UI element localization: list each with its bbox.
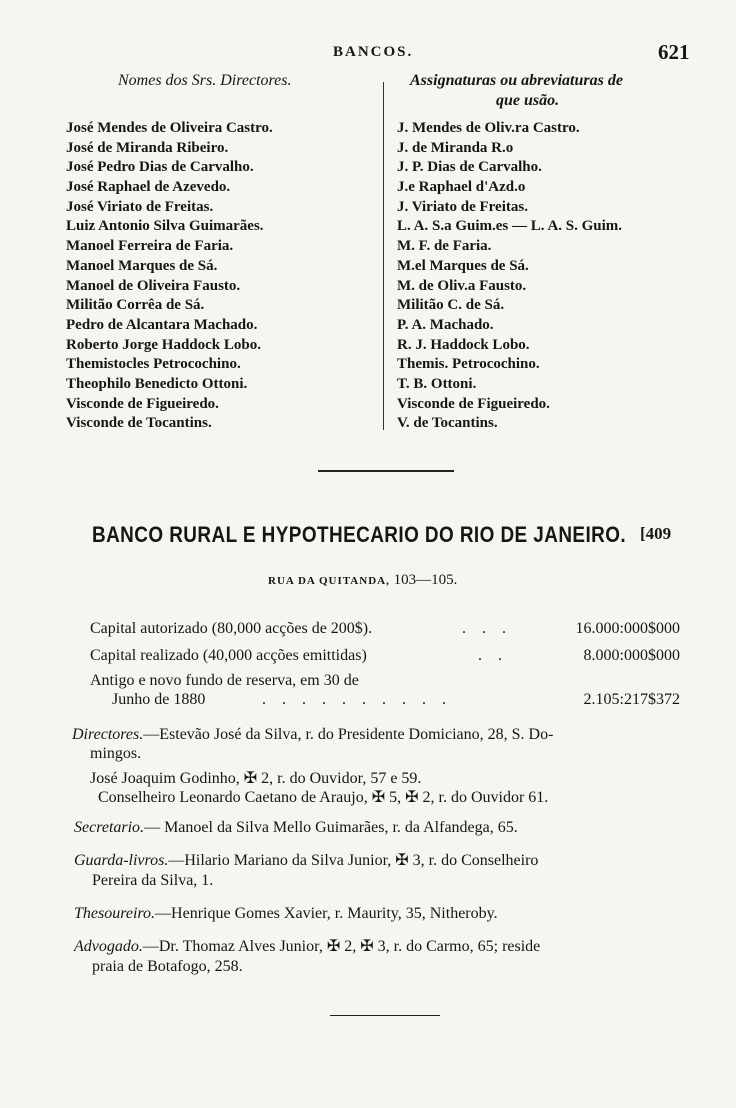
signature-abbrev: J. Viriato de Freitas. xyxy=(397,198,528,215)
director-godinho: José Joaquim Godinho, ✠ 2, r. do Ouvidor, 57 e 59. xyxy=(90,770,422,787)
bank-title: BANCO RURAL E HYPOTHECARIO DO RIO DE JANEIRO. xyxy=(92,522,627,547)
treasurer-text: —Henrique Gomes Xavier, r. Maurity, 35, Nitheroby. xyxy=(155,905,498,922)
signature-abbrev: Themis. Petrocochino. xyxy=(397,356,540,373)
capital-authorized-value: 16.000:000$000 xyxy=(575,620,680,637)
column-divider xyxy=(383,82,384,430)
director-name: Pedro de Alcantara Machado. xyxy=(66,316,258,333)
names-column-heading: Nomes dos Srs. Directores. xyxy=(118,72,292,89)
lawyer-entry-cont: praia de Botafogo, 258. xyxy=(92,958,243,975)
accountant-entry xyxy=(74,850,538,872)
director-name: José Raphael de Azevedo. xyxy=(66,179,231,196)
signature-abbrev: R. J. Haddock Lobo. xyxy=(397,336,530,353)
director-name: Manoel Ferreira de Faria. xyxy=(66,238,234,255)
capital-realized-value: 8.000:000$000 xyxy=(583,647,680,664)
director-name: Roberto Jorge Haddock Lobo. xyxy=(66,336,261,353)
accountant-entry-cont: Pereira da Silva, 1. xyxy=(92,872,214,889)
capital-authorized-row xyxy=(90,618,710,640)
leader-dots: . . xyxy=(478,647,508,664)
treasurer-entry xyxy=(74,903,498,925)
secretary-entry xyxy=(74,817,518,839)
director-name: José Mendes de Oliveira Castro. xyxy=(66,120,273,136)
signatures-column-heading-cont: que usão. xyxy=(496,92,560,109)
lawyer-text: —Dr. Thomaz Alves Junior, ✠ 2, ✠ 3, r. do Carmo, 65; reside xyxy=(142,938,541,955)
reserve-label-1: Antigo e novo fundo de reserva, em 30 de xyxy=(90,672,359,689)
signature-abbrev: P. A. Machado. xyxy=(397,316,494,333)
lawyer-entry xyxy=(74,936,540,958)
signature-abbrev: Visconde de Figueiredo. xyxy=(397,395,550,412)
directors-entry-cont: mingos. xyxy=(90,745,142,762)
directors-text: —Estevão José da Silva, r. do Presidente Domiciano, 28, S. Do- xyxy=(143,726,554,743)
director-name: Themistocles Petrocochino. xyxy=(66,356,241,373)
lawyer-role: Advogado. xyxy=(74,938,143,955)
director-name: José de Miranda Ribeiro. xyxy=(66,139,229,156)
accountant-text: —Hilario Mariano da Silva Junior, ✠ 3, r. do Conselheiro xyxy=(168,852,539,869)
capital-realized-row xyxy=(90,645,710,667)
signature-abbrev: M. de Oliv.a Fausto. xyxy=(397,277,527,294)
secretary-text: — Manoel da Silva Mello Guimarães, r. da Alfandega, 65. xyxy=(144,819,518,836)
signature-abbrev: J.e Raphael d'Azd.o xyxy=(397,179,526,196)
director-name: Militão Corrêa de Sá. xyxy=(66,297,205,314)
accountant-role: Guarda-livros. xyxy=(74,852,169,869)
director-name: Manoel Marques de Sá. xyxy=(66,257,218,274)
section-divider-bottom xyxy=(330,1015,440,1016)
page-header-title: BANCOS. xyxy=(333,44,414,60)
signature-abbrev: T. B. Ottoni. xyxy=(397,375,477,392)
director-name: José Pedro Dias de Carvalho. xyxy=(66,159,254,176)
director-name: José Viriato de Freitas. xyxy=(66,198,214,215)
signature-abbrev: Militão C. de Sá. xyxy=(397,297,505,314)
address-street: RUA DA QUITANDA, xyxy=(268,575,390,587)
director-names-list xyxy=(66,119,273,434)
signatures-list xyxy=(397,119,622,434)
treasurer-role: Thesoureiro. xyxy=(74,905,156,922)
signature-abbrev: M. F. de Faria. xyxy=(397,238,492,255)
secretary-role: Secretario. xyxy=(74,819,145,836)
directors-entry xyxy=(72,724,553,746)
reserve-row-2 xyxy=(112,689,710,711)
signature-abbrev: V. de Tocantins. xyxy=(397,415,498,432)
leader-dots: . . . xyxy=(462,620,512,637)
director-name: Luiz Antonio Silva Guimarães. xyxy=(66,218,264,235)
reserve-value: 2.105:217$372 xyxy=(583,691,680,708)
director-araujo: Conselheiro Leonardo Caetano de Araujo, ✠ 5, ✠ 2, r. do Ouvidor 61. xyxy=(98,789,549,806)
bank-entry-number: [409 xyxy=(640,524,672,543)
reserve-label-2: Junho de 1880 xyxy=(112,691,206,708)
capital-realized-label: Capital realizado (40,000 acções emittidas) xyxy=(90,647,367,664)
signatures-column-heading: Assignaturas ou abreviaturas de xyxy=(410,72,623,89)
page-number: 621 xyxy=(658,40,690,64)
signature-abbrev: J. Mendes de Oliv.ra Castro. xyxy=(397,120,580,136)
director-name: Manoel de Oliveira Fausto. xyxy=(66,277,241,294)
director-name: Theophilo Benedicto Ottoni. xyxy=(66,375,248,392)
bank-address xyxy=(268,572,457,589)
directors-role: Directores. xyxy=(72,726,144,743)
address-numbers: 103—105. xyxy=(393,572,458,588)
signature-abbrev: J. de Miranda R.o xyxy=(397,139,514,156)
director-name: Visconde de Figueiredo. xyxy=(66,395,219,412)
signature-abbrev: J. P. Dias de Carvalho. xyxy=(397,159,542,176)
signature-abbrev: L. A. S.a Guim.es — L. A. S. Guim. xyxy=(397,218,623,235)
director-name: Visconde de Tocantins. xyxy=(66,415,212,432)
section-divider xyxy=(318,470,454,472)
leader-dots: . . . . . . . . . . xyxy=(262,691,452,708)
capital-authorized-label: Capital autorizado (80,000 acções de 200$). xyxy=(90,620,373,637)
signature-abbrev: M.el Marques de Sá. xyxy=(397,257,529,274)
